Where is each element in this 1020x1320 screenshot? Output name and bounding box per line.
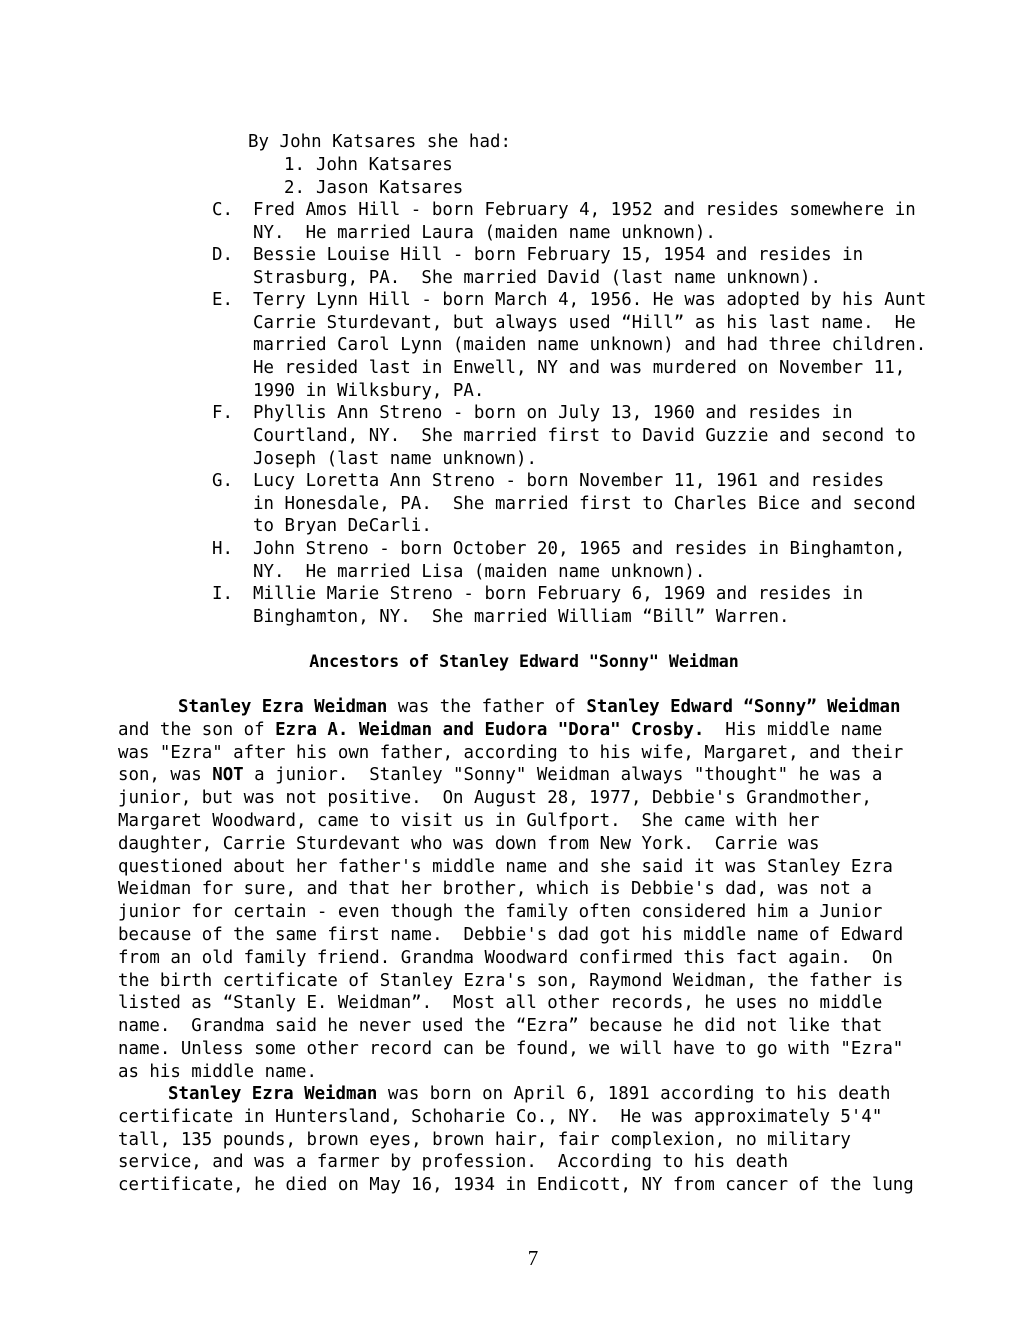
list-item-line: Binghamton, NY. She married William “Bill” Warren. bbox=[253, 607, 790, 627]
paragraph-line bbox=[118, 696, 978, 719]
paragraph-line: certificate in Huntersland, Schoharie Co., NY. He was approximately 5'4" bbox=[118, 1106, 883, 1127]
paragraph-line: the birth certificate of Stanley Ezra's son, Raymond Weidman, the father is bbox=[118, 970, 904, 991]
paragraph-line: certificate, he died on May 16, 1934 in Endicott, NY from cancer of the lung bbox=[118, 1175, 914, 1196]
sub-item-text: John Katsares bbox=[316, 155, 453, 175]
paragraph-line: name. Grandma said he never used the “Ezra” because he did not like that bbox=[118, 1016, 883, 1037]
list-item-marker: G. bbox=[212, 471, 233, 491]
bold-name: Ezra A. Weidman and Eudora "Dora" Crosby. bbox=[275, 719, 705, 740]
list-item-line: Phyllis Ann Streno - born on July 13, 1960 and resides in bbox=[253, 403, 853, 423]
paragraph-2 bbox=[118, 1083, 978, 1197]
list-item-line: Strasburg, PA. She married David (last name unknown). bbox=[253, 268, 822, 288]
list-item-line: NY. He married Lisa (maiden name unknown). bbox=[253, 562, 706, 582]
text-run: and the son of bbox=[118, 719, 276, 740]
bold-emphasis: NOT bbox=[212, 765, 244, 786]
paragraph-line: tall, 135 pounds, brown eyes, brown hair, fair complexion, no military bbox=[118, 1129, 851, 1150]
paragraph-1 bbox=[118, 696, 978, 1084]
list-item-line: married Carol Lynn (maiden name unknown) and had three children. bbox=[253, 335, 927, 355]
list-item-marker: C. bbox=[212, 200, 233, 220]
paragraph-line bbox=[118, 1083, 978, 1106]
paragraph-line: as his middle name. bbox=[118, 1061, 317, 1082]
paragraph-line: listed as “Stanly E. Weidman”. Most all other records, he uses no middle bbox=[118, 993, 883, 1014]
paragraph-line: from an old family friend. Grandma Woodward confirmed this fact again. On bbox=[118, 947, 893, 968]
paragraph-line: Weidman for sure, and that her brother, which is Debbie's dad, was not a bbox=[118, 879, 872, 900]
paragraph-line: name. Unless some other record can be found, we will have to go with "Ezra" bbox=[118, 1038, 904, 1059]
sub-item-marker: 2. bbox=[284, 178, 305, 198]
list-item-marker: D. bbox=[212, 245, 233, 265]
paragraph-line: service, and was a farmer by profession. According to his death bbox=[118, 1152, 789, 1173]
list-item-marker: I. bbox=[212, 584, 233, 604]
page-number: 7 bbox=[527, 1246, 539, 1270]
list-item-line: Carrie Sturdevant, but always used “Hill” as his last name. He bbox=[253, 313, 916, 333]
text-run: was born on April 6, 1891 according to his death bbox=[377, 1084, 891, 1104]
list-item-line: Fred Amos Hill - born February 4, 1952 and resides somewhere in bbox=[253, 200, 916, 220]
list-item-line: 1990 in Wilksbury, PA. bbox=[253, 381, 485, 401]
list-item-line: Joseph (last name unknown). bbox=[253, 449, 538, 469]
paragraph-line: questioned about her father's middle name and she said it was Stanley Ezra bbox=[118, 856, 893, 877]
paragraph-line: junior for certain - even though the family often considered him a Junior bbox=[118, 902, 883, 923]
list-item-marker: H. bbox=[212, 539, 233, 559]
text-run: His middle name bbox=[704, 719, 883, 740]
list-item-line: NY. He married Laura (maiden name unknown). bbox=[253, 223, 716, 243]
bold-name: Stanley Edward “Sonny” Weidman bbox=[586, 697, 901, 717]
paragraph-line: daughter, Carrie Sturdevant who was down from New York. Carrie was bbox=[118, 833, 820, 854]
paragraph-line bbox=[118, 719, 978, 742]
text-run: was the father of bbox=[387, 697, 587, 717]
list-intro: By John Katsares she had: bbox=[248, 132, 512, 152]
list-item-line: Bessie Louise Hill - born February 15, 1954 and resides in bbox=[253, 245, 864, 265]
paragraph-line: junior, but was not positive. On August 28, 1977, Debbie's Grandmother, bbox=[118, 788, 872, 809]
list-item-line: Terry Lynn Hill - born March 4, 1956. He was adopted by his Aunt bbox=[253, 290, 927, 310]
list-item-line: He resided last in Enwell, NY and was murdered on November 11, bbox=[253, 358, 906, 378]
sub-item-text: Jason Katsares bbox=[316, 178, 464, 198]
list-item-line: Lucy Loretta Ann Streno - born November 11, 1961 and resides bbox=[253, 471, 885, 491]
bold-name: Stanley Ezra Weidman bbox=[168, 1084, 378, 1104]
sub-item-marker: 1. bbox=[284, 155, 305, 175]
section-heading: Ancestors of Stanley Edward "Sonny" Weidman bbox=[309, 652, 739, 671]
paragraph-line: because of the same first name. Debbie's dad got his middle name of Edward bbox=[118, 924, 904, 945]
list-item-line: Courtland, NY. She married first to David Guzzie and second to bbox=[253, 426, 916, 446]
paragraph-line bbox=[118, 764, 978, 787]
list-item-marker: F. bbox=[212, 403, 233, 423]
list-item-line: Millie Marie Streno - born February 6, 1969 and resides in bbox=[253, 584, 864, 604]
list-item-marker: E. bbox=[212, 290, 233, 310]
list-item-line: in Honesdale, PA. She married first to Charles Bice and second bbox=[253, 494, 916, 514]
text-run: son, was bbox=[118, 765, 213, 786]
list-item-line: John Streno - born October 20, 1965 and resides in Binghamton, bbox=[253, 539, 906, 559]
text-run: a junior. Stanley "Sonny" Weidman always "thought" he was a bbox=[243, 765, 883, 786]
paragraph-line: was "Ezra" after his own father, according to his wife, Margaret, and their bbox=[118, 742, 904, 763]
paragraph-line: Margaret Woodward, came to visit us in Gulfport. She came with her bbox=[118, 810, 820, 831]
bold-name: Stanley Ezra Weidman bbox=[178, 697, 388, 717]
list-item-line: to Bryan DeCarli. bbox=[253, 516, 432, 536]
